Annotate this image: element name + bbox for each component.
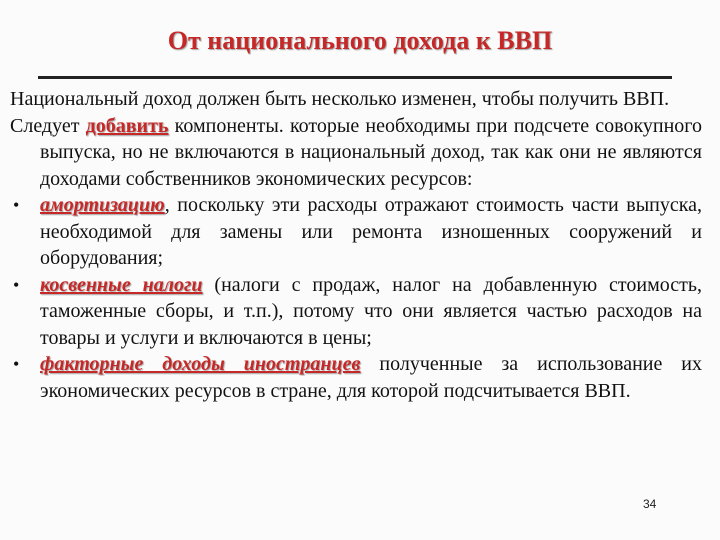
intro-paragraph: Национальный доход должен быть несколько изменен, чтобы получить ВВП. — [10, 88, 670, 110]
bullet-item-depreciation — [10, 192, 702, 272]
bullet-text: полученные за использование их экономических ресурсов в стране, для которой подсчитывается ВВП. — [40, 353, 702, 402]
second-suffix: компоненты. которые необходимы при подсчете совокупного выпуска, но не включаются в национальный доход, так как они не являются доходами собственников экономических ресурсов: — [40, 114, 702, 190]
bullet-text: (налоги с продаж, налог на добавленную стоимость, таможенные сборы, и т.п.), потому что они является частью расходов на товары и услуги и включаются в цены; — [40, 273, 702, 349]
bullet-item-foreign-income — [10, 351, 702, 404]
title-divider — [38, 76, 672, 79]
bullet-highlight: факторные доходы иностранцев — [40, 353, 361, 375]
bullet-icon: • — [13, 354, 20, 374]
bullet-highlight: амортизацию — [40, 194, 165, 216]
page-number: 34 — [643, 497, 657, 511]
bullet-text: , поскольку эти расходы отражают стоимость части выпуска, необходимой для замены или ремонта изношенных сооружений и оборудования; — [40, 194, 702, 269]
highlight-add: добавить — [85, 114, 169, 137]
slide-title: От национального дохода к ВВП — [167, 26, 553, 55]
second-prefix: Следует — [10, 114, 86, 137]
bullet-icon: • — [13, 195, 20, 215]
second-paragraph — [10, 113, 702, 193]
bullet-highlight: косвенные налоги — [40, 273, 203, 296]
bullet-item-indirect-taxes — [10, 272, 702, 352]
bullet-icon: • — [13, 274, 20, 295]
slide-body — [10, 86, 702, 404]
